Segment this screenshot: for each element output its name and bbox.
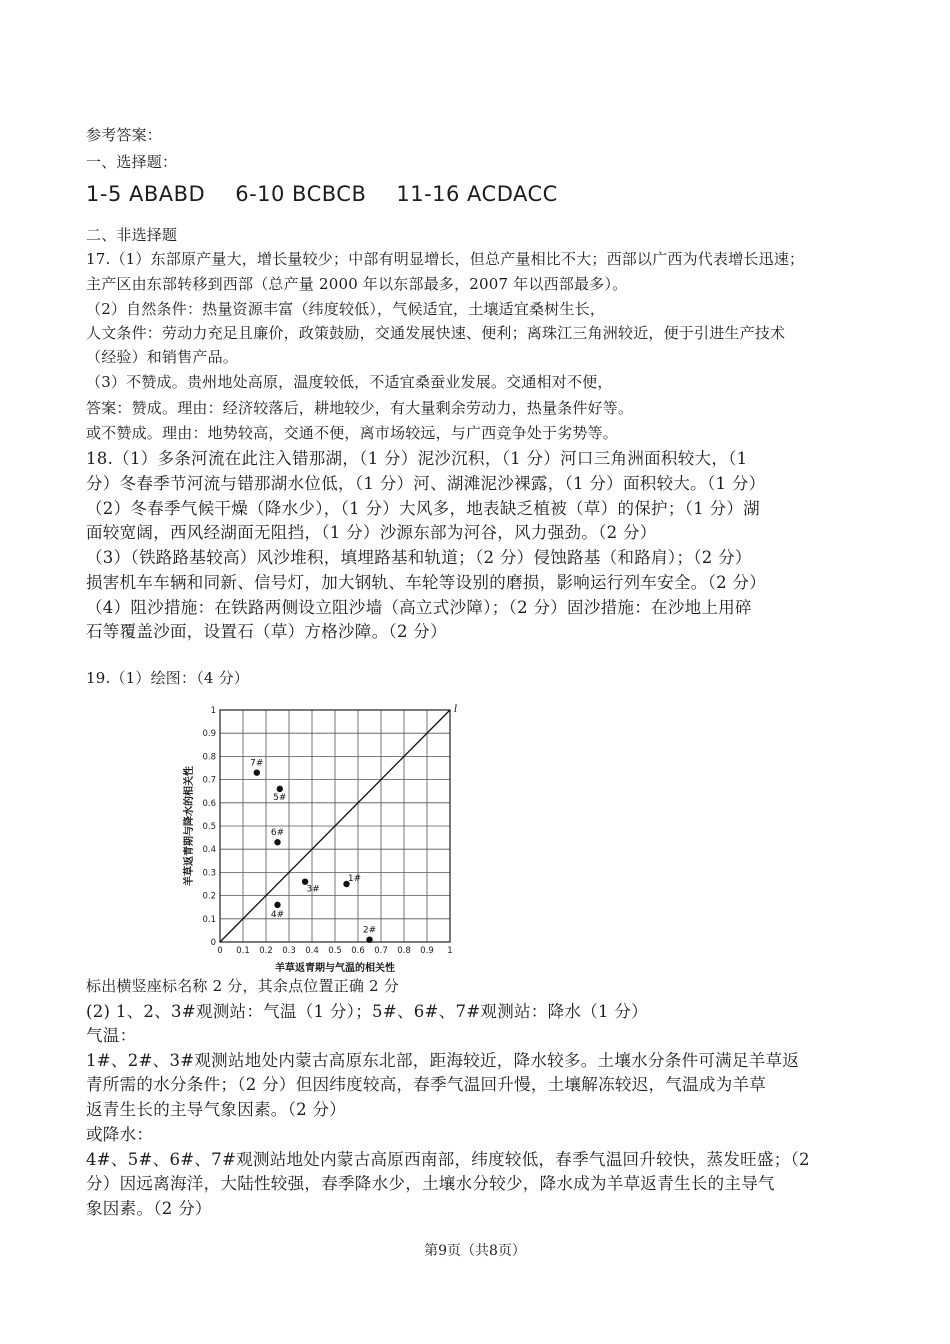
section-two-heading: 二、非选择题 [86, 226, 178, 244]
y-tick-label: 0.7 [202, 775, 216, 786]
q17-line: 主产区由东部转移到西部（总产量 2000 年以东部最多，2007 年以西部最多）。 [86, 275, 628, 293]
q17-line: 或不赞成。理由：地势较高，交通不便，离市场较远，与广西竞争处于劣势等。 [86, 424, 619, 442]
q19-line: 1#、2#、3#观测站地处内蒙古高原东北部，距海较近，降水较多。土壤水分条件可满足羊草返 [86, 1051, 800, 1070]
answer-heading: 参考答案： [86, 126, 163, 144]
data-point-label: 5# [273, 792, 287, 803]
x-tick-label: 0.9 [420, 946, 434, 956]
q19-line: 或降水： [86, 1125, 154, 1144]
y-tick-label: 0.6 [202, 798, 216, 809]
q19-line: 4#、5#、6#、7#观测站地处内蒙古高原西南部，纬度较低，春季气温回升较快，蒸发旺盛；（2 [86, 1150, 810, 1169]
x-tick-label: 0.4 [305, 946, 319, 956]
q18-line: 石等覆盖沙面，设置石（草）方格沙障。（2 分） [86, 622, 447, 641]
q18-line: （3）（铁路路基较高）风沙堆积，填埋路基和轨道；（2 分）侵蚀路基（和路肩）；（2 分） [86, 548, 752, 567]
q17-line: 人文条件：劳动力充足且廉价，政策鼓励，交通发展快速、便利；离珠江三角洲较近，便于引进生产技术 [86, 324, 786, 342]
q18-line: （4）阻沙措施：在铁路两侧设立阻沙墙（高立式沙障）；（2 分）固沙措施：在沙地上用碎 [86, 598, 752, 617]
page-footer: 第9页（共8页） [424, 1243, 526, 1259]
data-point-label: 3# [306, 884, 320, 895]
data-point-label: 1# [347, 874, 362, 884]
data-point [274, 902, 280, 908]
correlation-scatter-chart [180, 700, 470, 980]
q17-line: （2）自然条件：热量资源丰富（纬度较低），气候适宜，土壤适宜桑树生长， [86, 300, 606, 318]
q19-line: 青所需的水分条件；（2 分）但因纬度较高，春季气温回升慢，土壤解冻较迟，气温成为羊草 [86, 1075, 767, 1094]
q19-line: 气温： [86, 1026, 137, 1045]
section-one-heading: 一、选择题： [86, 153, 178, 171]
reference-line-label: l [454, 704, 458, 715]
x-tick-label: 0.1 [236, 946, 250, 956]
q19-heading: 19.（1）绘图：（4 分） [86, 669, 250, 687]
data-point [366, 936, 372, 942]
scatter-plot-svg [180, 700, 470, 980]
y-tick-label: 0.5 [202, 822, 216, 832]
q19-line: 返青生长的主导气象因素。（2 分） [86, 1100, 347, 1119]
x-axis-title: 羊草返青期与气温的相关性 [275, 963, 395, 974]
q18-line: 面较宽阔，西风经湖面无阻挡，（1 分）沙源东部为河谷，风力强劲。（2 分） [86, 523, 657, 542]
q19-line: 分）因远离海洋，大陆性较强，春季降水少，土壤水分较少，降水成为羊草返青生长的主导气 [86, 1174, 775, 1193]
q19-line: 象因素。（2 分） [86, 1199, 212, 1218]
q18-line: 18.（1）多条河流在此注入错那湖，（1 分）泥沙沉积，（1 分）河口三角洲面积较大，（1 [86, 449, 748, 468]
x-tick-label: 0.8 [397, 946, 411, 956]
q18-line: 损害机车车辆和同新、信号灯，加大钢轨、车轮等设别的磨损，影响运行列车安全。（2 分） [86, 573, 767, 592]
mc-answers-11-16: 11-16 ACDACC [396, 182, 558, 206]
y-tick-label: 0.9 [202, 729, 216, 740]
y-axis-title: 羊草返青期与降水的相关性 [184, 766, 195, 886]
x-tick-label: 0 [217, 946, 223, 956]
y-tick-label: 0.8 [202, 752, 216, 763]
x-tick-label: 0.2 [259, 946, 273, 956]
mc-answers-1-5: 1-5 ABABD [86, 182, 206, 206]
x-tick-label: 0.7 [374, 946, 388, 956]
q17-line: （3）不赞成。贵州地处高原，温度较低，不适宜桑蚕业发展。交通相对不便， [86, 373, 613, 391]
q19-line: (2) 1、2、3#观测站：气温（1 分）；5#、6#、7#观测站：降水（1 分） [86, 1002, 648, 1021]
data-point-label: 4# [270, 909, 285, 920]
q18-line: 分）冬春季节河流与错那湖水位低，（1 分）河、湖滩泥沙裸露，（1 分）面积较大。（1 分） [86, 474, 766, 493]
y-tick-label: 0.1 [202, 914, 216, 925]
data-point-label: 6# [270, 828, 285, 839]
q17-line: 答案：赞成。理由：经济较落后，耕地较少，有大量剩余劳动力，热量条件好等。 [86, 399, 634, 417]
x-tick-label: 0.3 [282, 946, 296, 956]
q17-line: （经验）和销售产品。 [86, 348, 239, 366]
mc-answers-6-10: 6-10 BCBCB [235, 182, 367, 206]
q17-line: 17.（1）东部原产量大，增长量较少；中部有明显增长，但总产量相比不大；西部以广西为代表增长迅速； [86, 250, 805, 268]
mc-answers [86, 182, 588, 206]
y-tick-label: 0 [210, 938, 216, 948]
q19-scoring-note: 标出横竖座标名称 2 分，其余点位置正确 2 分 [86, 977, 399, 995]
y-tick-label: 1 [210, 706, 216, 716]
y-tick-label: 0.2 [202, 891, 216, 902]
data-point [274, 839, 280, 845]
q18-line: （2）冬春季气候干燥（降水少），（1 分）大风多，地表缺乏植被（草）的保护；（1 分）湖 [86, 499, 760, 518]
x-tick-label: 1 [447, 946, 453, 956]
x-tick-label: 0.5 [328, 946, 342, 956]
y-tick-label: 0.4 [202, 845, 216, 856]
data-point-label: 2# [362, 925, 377, 936]
data-point [277, 786, 283, 792]
x-tick-label: 0.6 [351, 946, 365, 956]
y-tick-label: 0.3 [202, 868, 216, 879]
data-point-label: 7# [250, 758, 264, 769]
data-point [254, 769, 260, 775]
